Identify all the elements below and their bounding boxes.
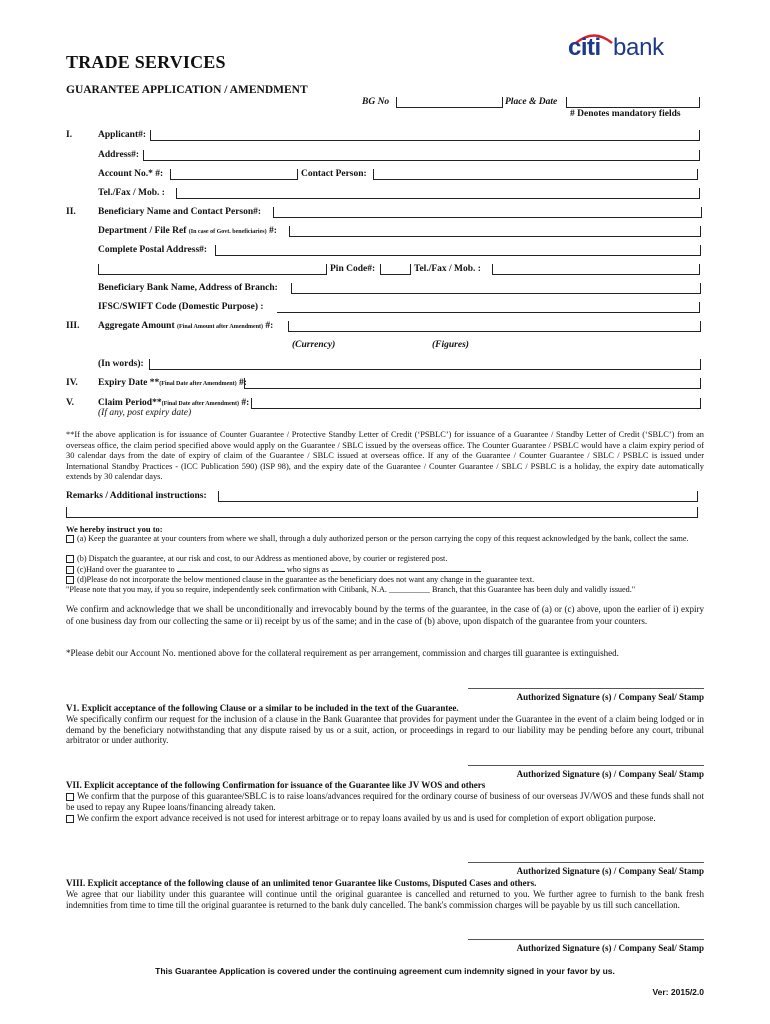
amount-label: Aggregate Amount (Final Amount after Amendment) #: bbox=[98, 321, 274, 331]
place-date-field[interactable] bbox=[566, 97, 700, 108]
beneficiary-tel-label: Tel./Fax / Mob. : bbox=[414, 264, 481, 274]
checkbox-c[interactable] bbox=[66, 566, 74, 574]
claim-period-label: Claim Period**(Final Date after Amendment) #: bbox=[98, 398, 250, 408]
citibank-logo bbox=[568, 32, 678, 62]
instruction-d[interactable]: (d)Please do not incorporate the below mentioned clause in the guarantee as the beneficiary does not want any change in the guarantee text. bbox=[66, 575, 704, 585]
logo-bank-text: bank bbox=[613, 34, 664, 61]
dept-label: Department / File Ref (In case of Govt. beneficiaries) #: bbox=[98, 226, 277, 236]
form-subtitle: GUARANTEE APPLICATION / AMENDMENT bbox=[66, 84, 308, 96]
instruction-b[interactable]: (b) Dispatch the guarantee, at our risk and cost, to our Address as mentioned above, by courier or registered post. bbox=[66, 554, 704, 564]
pin-code-field[interactable] bbox=[380, 264, 411, 275]
applicant-tel-field[interactable] bbox=[176, 188, 700, 199]
beneficiary-label: Beneficiary Name and Contact Person#: bbox=[98, 207, 262, 217]
checkbox-vii-2[interactable] bbox=[66, 815, 74, 823]
signature-line-2[interactable] bbox=[468, 765, 704, 766]
postal-address-line2[interactable] bbox=[98, 264, 327, 275]
claim-note: (Final Date after Amendment) bbox=[161, 401, 239, 407]
signature-line-1[interactable] bbox=[468, 688, 704, 689]
pin-code-label: Pin Code#: bbox=[330, 264, 376, 274]
amount-field[interactable] bbox=[288, 321, 701, 332]
expiry-date-field[interactable] bbox=[244, 378, 701, 389]
account-label: Account No.* #: bbox=[98, 169, 164, 179]
section-number-1: I. bbox=[66, 130, 73, 140]
debit-paragraph: *Please debit our Account No. mentioned above for the collateral requirement as per arrangement, commission and charges till guarantee is extinguished. bbox=[66, 648, 619, 658]
expiry-note: (Final Date after Amendment) bbox=[159, 381, 237, 387]
in-words-label: (In words): bbox=[98, 359, 144, 369]
instruction-a[interactable]: (a) Keep the guarantee at your counters from where we shall, through a duly authorized person or the person carrying the copy of this request acknowledged by the bank, collect the same. bbox=[66, 534, 704, 544]
signature-label-2: Authorized Signature (s) / Company Seal/ Stamp bbox=[516, 769, 704, 779]
viii-text: We agree that our liability under this guarantee will continue until the original guarantee is cancelled and returned to you. We further agree to furnish to the bank fresh indemnities from time to time till the original guarantee is returned to the bank duly cancelled. The bank's commission charges will be payable by us till such cancellation. bbox=[66, 889, 704, 910]
account-field[interactable] bbox=[170, 169, 298, 180]
postal-address-label: Complete Postal Address#: bbox=[98, 245, 208, 255]
applicant-tel-label: Tel./Fax / Mob. : bbox=[98, 188, 165, 198]
logo-citi-text: citi bbox=[568, 34, 601, 61]
instructions-heading: We hereby instruct you to: bbox=[66, 524, 163, 534]
instruction-c[interactable]: (c)Hand over the guarantee to who signs as bbox=[66, 565, 704, 575]
applicant-field[interactable] bbox=[150, 130, 700, 141]
postal-address-field[interactable] bbox=[215, 245, 701, 256]
bg-no-label: BG No bbox=[362, 97, 390, 107]
section-number-2: II. bbox=[66, 207, 76, 217]
currency-label: (Currency) bbox=[292, 340, 336, 350]
viii-heading: VIII. Explicit acceptance of the following clause of an unlimited tenor Guarantee like Customs, Disputed Cases and others. bbox=[66, 878, 537, 888]
address-label: Address#: bbox=[98, 150, 139, 160]
dept-note: (In case of Govt. beneficiaries) bbox=[188, 229, 267, 235]
remarks-label: Remarks / Additional instructions: bbox=[66, 491, 207, 501]
claim-period-sub: (If any, post expiry date) bbox=[98, 408, 192, 418]
claim-period-field[interactable] bbox=[251, 398, 701, 409]
amount-note: (Final Amount after Amendment) bbox=[176, 324, 264, 330]
vii-item-1[interactable]: We confirm that the purpose of this guarantee/SBLC is to raise loans/advances required for the ordinary course of business of our overseas JV/WOS and these funds shall not be used to repay any Rupee loans/financing already taken. bbox=[66, 791, 704, 812]
page-title: TRADE SERVICES bbox=[66, 52, 226, 72]
place-date-label: Place & Date bbox=[505, 97, 558, 107]
signature-label-3: Authorized Signature (s) / Company Seal/ Stamp bbox=[516, 866, 704, 876]
handover-signs-blank[interactable] bbox=[331, 571, 481, 572]
bg-no-field[interactable] bbox=[396, 97, 503, 108]
beneficiary-tel-field[interactable] bbox=[492, 264, 700, 275]
ifsc-label: IFSC/SWIFT Code (Domestic Purpose) : bbox=[98, 302, 264, 312]
vii-item-2[interactable]: We confirm the export advance received is not used for interest arbitrage or to repay loans availed by us and is used for completion of export obligation purpose. bbox=[66, 813, 704, 824]
signature-label-1: Authorized Signature (s) / Company Seal/ Stamp bbox=[516, 692, 704, 702]
contact-person-field[interactable] bbox=[373, 169, 698, 180]
footnote-paragraph: **If the above application is for issuance of Counter Guarantee / Protective Standby Letter of Credit (‘PSBLC’) for issuance of a Guarantee / Standby Letter of Credit (‘SBLC’) from an overseas office, the claim period specified above would apply on the Guarantee / SBLC issued by the overseas office. The Counter Guarantee / PSBLC would have a claim expiry period of 30 calendar days from the date of expiry of claim of the Guarantee / SBLC issued at overseas office. If any of the Guarantee / Counter Guarantee / SBLC / PSBLC is issued under International Standby Practices - (ICC Publication 590) (ISP 98), and the expiry date of the Guarantee / Counter Guarantee / SBLC / PSBLC is a holiday, the expiry date automatically extends by 30 calendar days. bbox=[66, 430, 704, 482]
signature-line-4[interactable] bbox=[468, 939, 704, 940]
remarks-field[interactable] bbox=[218, 491, 698, 502]
signature-label-4: Authorized Signature (s) / Company Seal/ Stamp bbox=[516, 943, 704, 953]
beneficiary-bank-label: Beneficiary Bank Name, Address of Branch: bbox=[98, 283, 278, 293]
beneficiary-bank-field[interactable] bbox=[291, 283, 701, 294]
instruction-quote: "Please note that you may, if you so require, independently seek confirmation with Citibank, N.A. __________ Branch, that this Guarantee has been duly and validly issued." bbox=[66, 585, 636, 594]
remarks-field-line2[interactable] bbox=[66, 507, 698, 518]
applicant-label: Applicant#: bbox=[98, 130, 147, 140]
signature-line-3[interactable] bbox=[468, 862, 704, 863]
checkbox-d[interactable] bbox=[66, 576, 74, 584]
expiry-date-label: Expiry Date **(Final Date after Amendment) #: bbox=[98, 378, 247, 388]
mandatory-note: # Denotes mandatory fields bbox=[570, 109, 681, 119]
section-number-4: IV. bbox=[66, 378, 78, 388]
confirm-paragraph: We confirm and acknowledge that we shall be unconditionally and irrevocably bound by the terms of the guarantee, in the case of (a) or (c) above, upon the earlier of i) expiry of one business day from our collecting the same or ii) receipt by us of the same; and in the case of (b) above, upon dispatch of the guarantee from your counters. bbox=[66, 604, 704, 626]
checkbox-vii-1[interactable] bbox=[66, 793, 74, 801]
ifsc-field[interactable] bbox=[277, 302, 700, 313]
checkbox-a[interactable] bbox=[66, 535, 74, 543]
checkbox-b[interactable] bbox=[66, 555, 74, 563]
v1-text: We specifically confirm our request for the inclusion of a clause in the Bank Guarantee that provides for payment under the Guarantee in the event of a claim being lodged or in demand by the beneficiary notwithstanding that any dispute raised by us or a suit, action, or proceedings in regard to our liability may be pending before any court, tribunal arbitrator or under authority. bbox=[66, 714, 704, 746]
handover-name-blank[interactable] bbox=[177, 571, 285, 572]
beneficiary-field[interactable] bbox=[273, 207, 702, 218]
footer-note: This Guarantee Application is covered under the continuing agreement cum indemnity signed in your favor by us. bbox=[155, 966, 615, 976]
address-field[interactable] bbox=[143, 150, 700, 161]
version-label: Ver: 2015/2.0 bbox=[652, 987, 704, 997]
in-words-field[interactable] bbox=[149, 359, 701, 370]
figures-label: (Figures) bbox=[432, 340, 469, 350]
section-number-3: III. bbox=[66, 321, 80, 331]
section-number-5: V. bbox=[66, 398, 75, 408]
dept-field[interactable] bbox=[289, 226, 701, 237]
v1-heading: V1. Explicit acceptance of the following Clause or a similar to be included in the text of the Guarantee. bbox=[66, 703, 459, 713]
vii-heading: VII. Explicit acceptance of the following Confirmation for issuance of the Guarantee like JV WOS and others bbox=[66, 780, 486, 790]
contact-person-label: Contact Person: bbox=[301, 169, 367, 179]
